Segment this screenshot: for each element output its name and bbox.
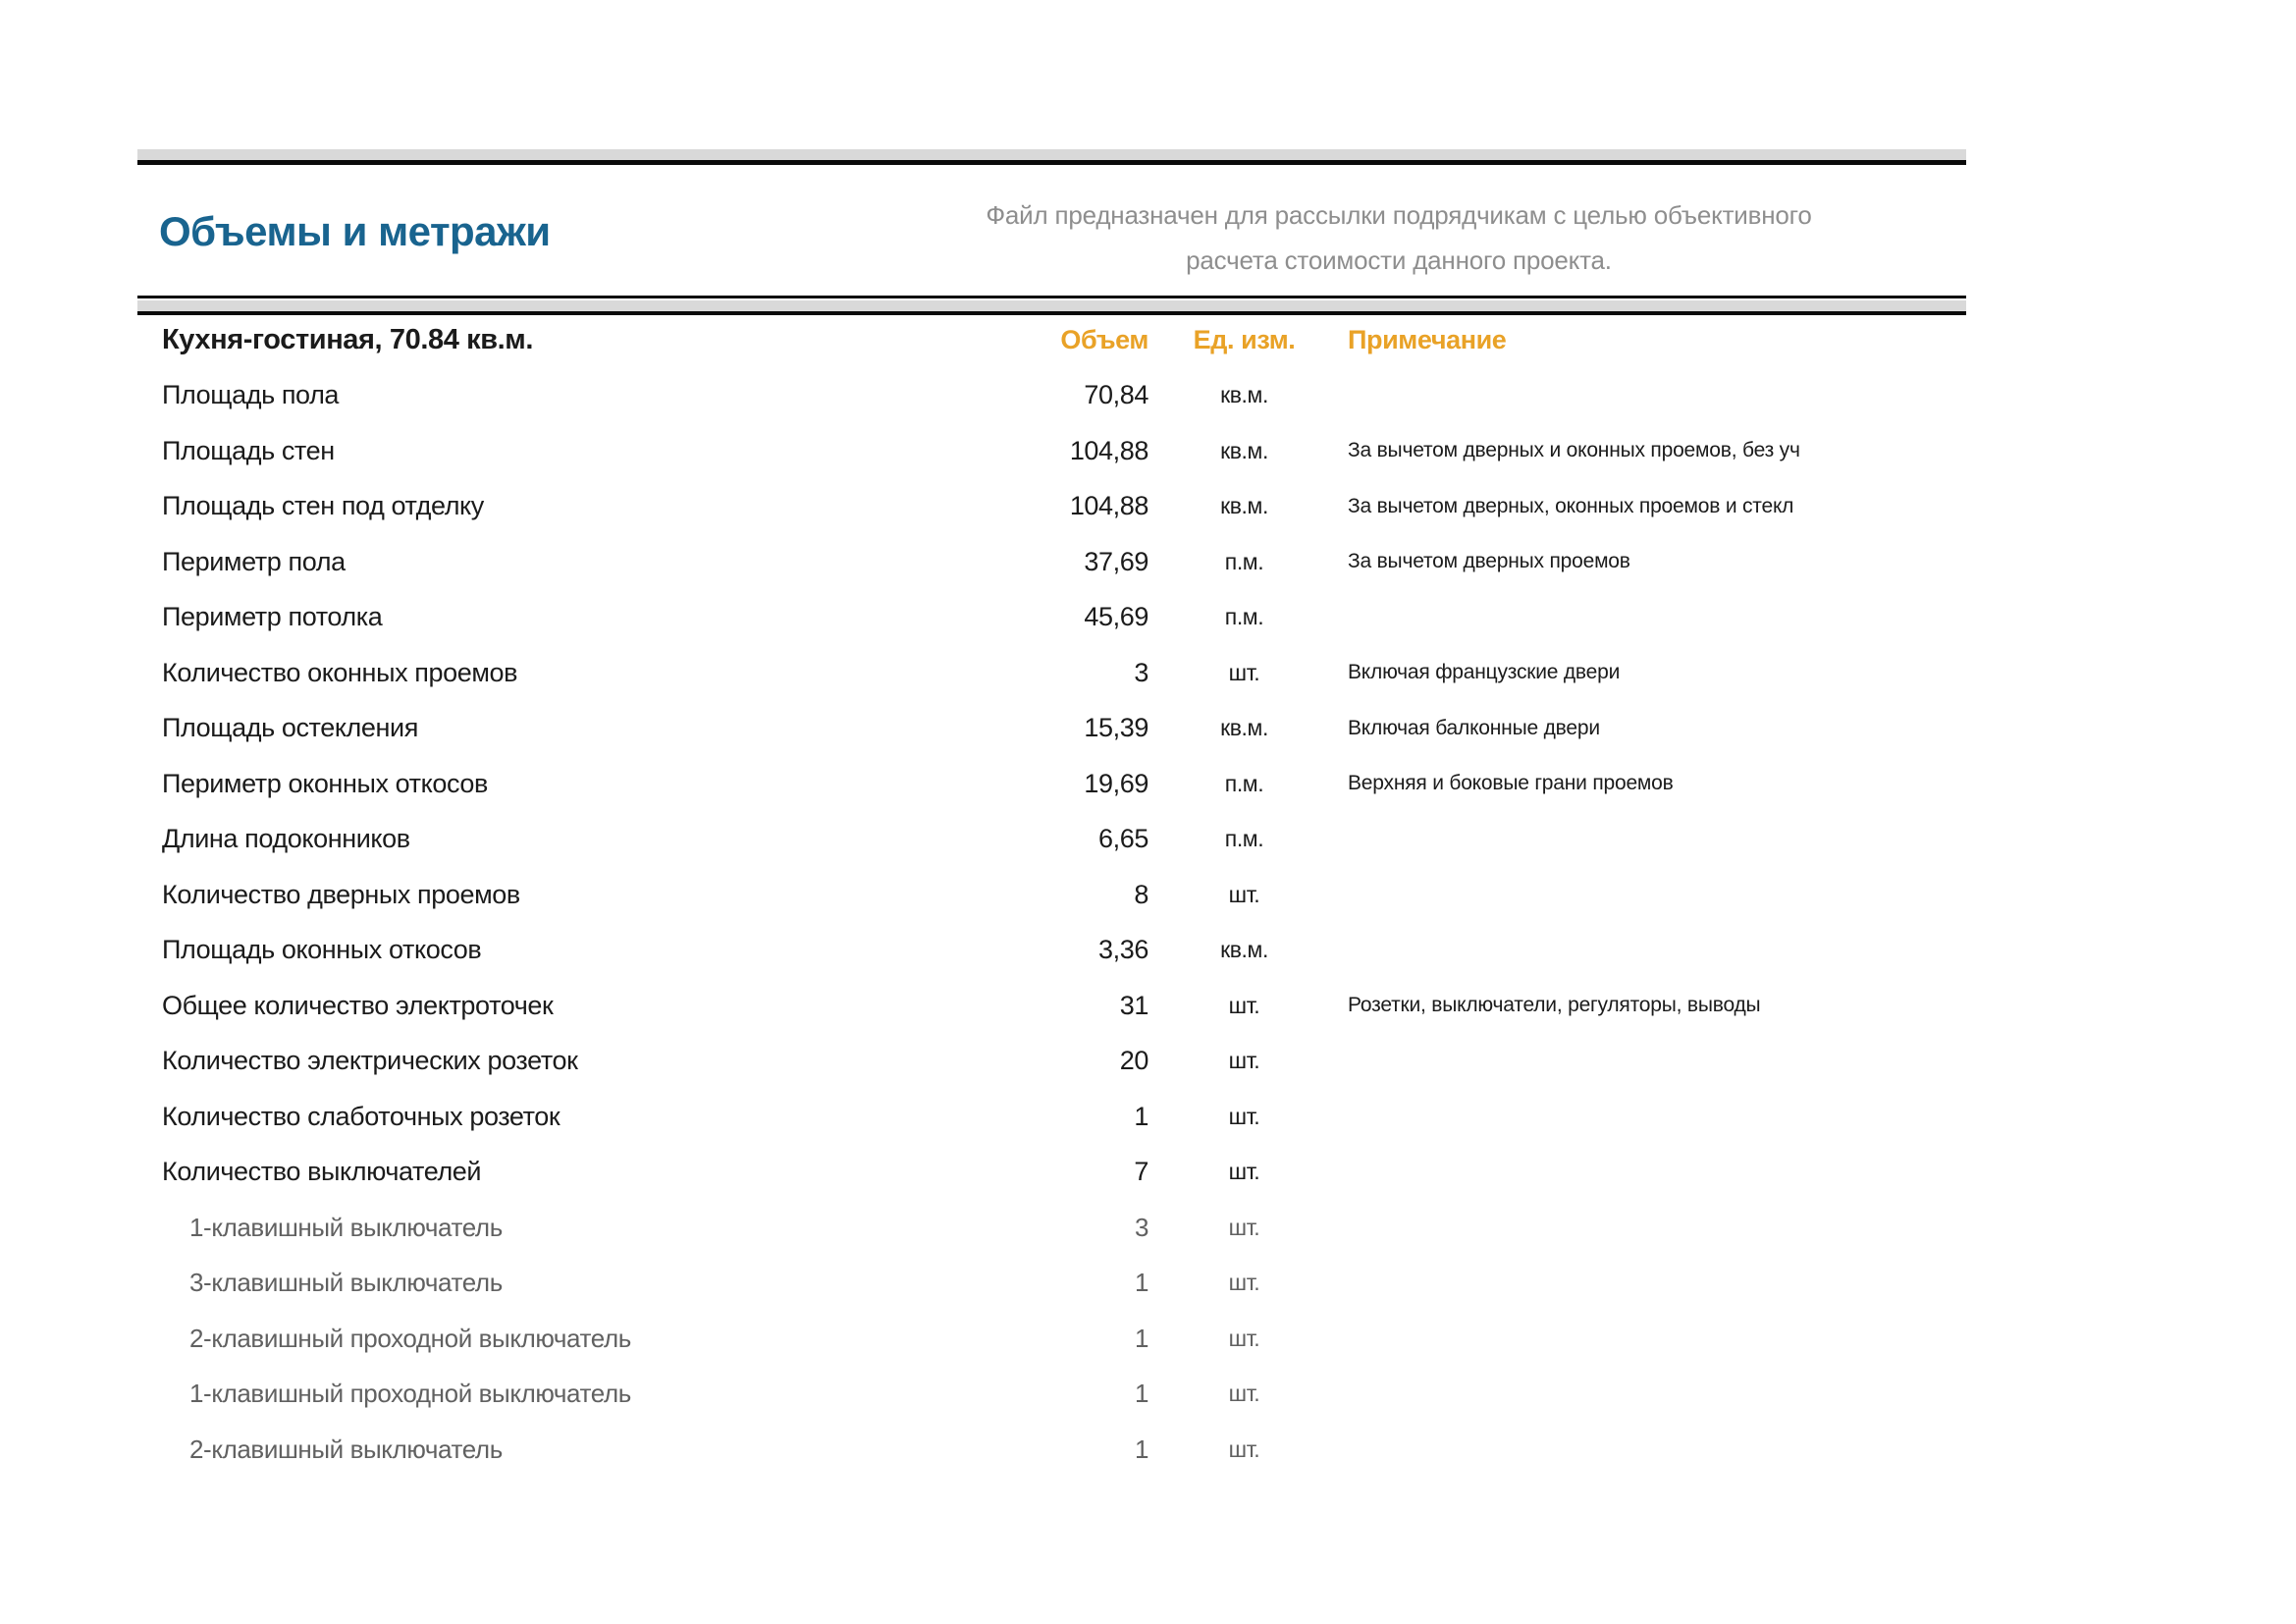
table-row: [0, 812, 2296, 868]
row-unit: п.м.: [1224, 604, 1264, 630]
row-value: 19,69: [1084, 768, 1148, 798]
row-unit: шт.: [1228, 1435, 1260, 1462]
row-label: 3-клавишный выключатель: [189, 1268, 503, 1298]
row-label: Площадь стен: [162, 435, 335, 465]
row-value: 15,39: [1084, 713, 1148, 743]
table-header-row: [0, 312, 2296, 368]
row-label: 1-клавишный проходной выключатель: [189, 1379, 631, 1409]
row-unit: шт.: [1228, 659, 1260, 685]
row-value: 8: [1134, 879, 1148, 909]
row-value: 1: [1134, 1434, 1148, 1464]
row-value: 1: [1134, 1101, 1148, 1131]
row-label: Количество слаботочных розеток: [162, 1101, 561, 1131]
header-divider-thin: [137, 296, 1966, 298]
table-row: [0, 756, 2296, 812]
table-row: [0, 701, 2296, 757]
row-label: Количество выключателей: [162, 1157, 482, 1187]
column-header-unit: Ед. изм.: [1193, 324, 1296, 354]
row-label: 2-клавишный проходной выключатель: [189, 1323, 631, 1353]
page-title: Объемы и метражи: [159, 208, 551, 254]
row-note: Включая балконные двери: [1348, 716, 1600, 739]
row-unit: шт.: [1228, 881, 1260, 907]
row-label: Площадь стен под отделку: [162, 491, 484, 521]
row-note: За вычетом дверных и оконных проемов, без уч: [1348, 439, 1800, 462]
table-subrow: [0, 1256, 2296, 1312]
row-value: 1: [1134, 1379, 1148, 1409]
row-value: 1: [1134, 1323, 1148, 1353]
row-label: Количество электрических розеток: [162, 1046, 578, 1076]
row-unit: кв.м.: [1220, 493, 1268, 519]
column-header-note: Примечание: [1348, 324, 1507, 354]
row-unit: кв.м.: [1220, 382, 1268, 408]
row-note: Верхняя и боковые грани проемов: [1348, 772, 1674, 795]
row-value: 20: [1119, 1046, 1148, 1076]
row-note: Розетки, выключатели, регуляторы, выводы: [1348, 994, 1761, 1017]
column-header-volume: Объем: [1060, 324, 1148, 354]
row-value: 7: [1134, 1157, 1148, 1187]
top-divider-gray: [137, 149, 1966, 160]
table-row: [0, 867, 2296, 923]
table-row: [0, 534, 2296, 590]
table-row: [0, 590, 2296, 646]
row-value: 70,84: [1084, 380, 1148, 410]
row-note: Включая французские двери: [1348, 661, 1621, 684]
table-row: [0, 978, 2296, 1034]
table-row: [0, 479, 2296, 535]
row-unit: шт.: [1228, 1380, 1260, 1407]
row-unit: п.м.: [1224, 548, 1264, 574]
row-label: Площадь пола: [162, 380, 340, 410]
table-row: [0, 1145, 2296, 1201]
section-title: Кухня-гостиная, 70.84 кв.м.: [162, 323, 534, 355]
row-unit: шт.: [1228, 1103, 1260, 1129]
row-value: 6,65: [1098, 824, 1148, 854]
row-note: За вычетом дверных, оконных проемов и стекл: [1348, 494, 1794, 517]
row-value: 3: [1134, 657, 1148, 687]
row-value: 104,88: [1069, 491, 1148, 521]
row-unit: шт.: [1228, 1325, 1260, 1351]
table-subrow: [0, 1367, 2296, 1423]
row-unit: п.м.: [1224, 826, 1264, 852]
row-unit: шт.: [1228, 992, 1260, 1018]
row-label: Периметр пола: [162, 546, 346, 576]
row-value: 1: [1134, 1268, 1148, 1298]
row-unit: шт.: [1228, 1048, 1260, 1074]
table-subrow: [0, 1422, 2296, 1478]
row-unit: шт.: [1228, 1214, 1260, 1240]
row-unit: кв.м.: [1220, 437, 1268, 463]
row-label: Общее количество электроточек: [162, 990, 554, 1020]
row-value: 37,69: [1084, 546, 1148, 576]
description-line-1: Файл предназначен для рассылки подрядчикам с целью объективного: [986, 200, 1812, 230]
row-value: 31: [1119, 990, 1148, 1020]
row-note: За вычетом дверных проемов: [1348, 550, 1630, 573]
row-label: Длина подоконников: [162, 824, 410, 854]
row-label: Количество оконных проемов: [162, 657, 518, 687]
table-row: [0, 368, 2296, 424]
header-divider-gray: [137, 300, 1966, 311]
row-label: Периметр оконных откосов: [162, 768, 488, 798]
row-unit: кв.м.: [1220, 937, 1268, 963]
table-row: [0, 1034, 2296, 1090]
file-purpose-description: [937, 192, 1860, 283]
row-unit: шт.: [1228, 1159, 1260, 1185]
row-label: Площадь оконных откосов: [162, 935, 482, 965]
table-row: [0, 423, 2296, 479]
row-unit: п.м.: [1224, 770, 1264, 796]
measurements-table: [0, 312, 2296, 1478]
table-row: [0, 1089, 2296, 1145]
row-label: Периметр потолка: [162, 602, 383, 632]
row-label: Площадь остекления: [162, 713, 418, 743]
top-divider-black: [137, 160, 1966, 165]
row-label: Количество дверных проемов: [162, 879, 520, 909]
row-value: 45,69: [1084, 602, 1148, 632]
table-row: [0, 923, 2296, 979]
table-row: [0, 645, 2296, 701]
row-value: 3,36: [1098, 935, 1148, 965]
row-label: 2-клавишный выключатель: [189, 1434, 503, 1464]
description-line-2: расчета стоимости данного проекта.: [1186, 245, 1612, 275]
table-subrow: [0, 1311, 2296, 1367]
table-subrow: [0, 1200, 2296, 1256]
row-value: 3: [1134, 1212, 1148, 1242]
row-label: 1-клавишный выключатель: [189, 1212, 503, 1242]
row-value: 104,88: [1069, 435, 1148, 465]
row-unit: кв.м.: [1220, 715, 1268, 741]
row-unit: шт.: [1228, 1270, 1260, 1296]
